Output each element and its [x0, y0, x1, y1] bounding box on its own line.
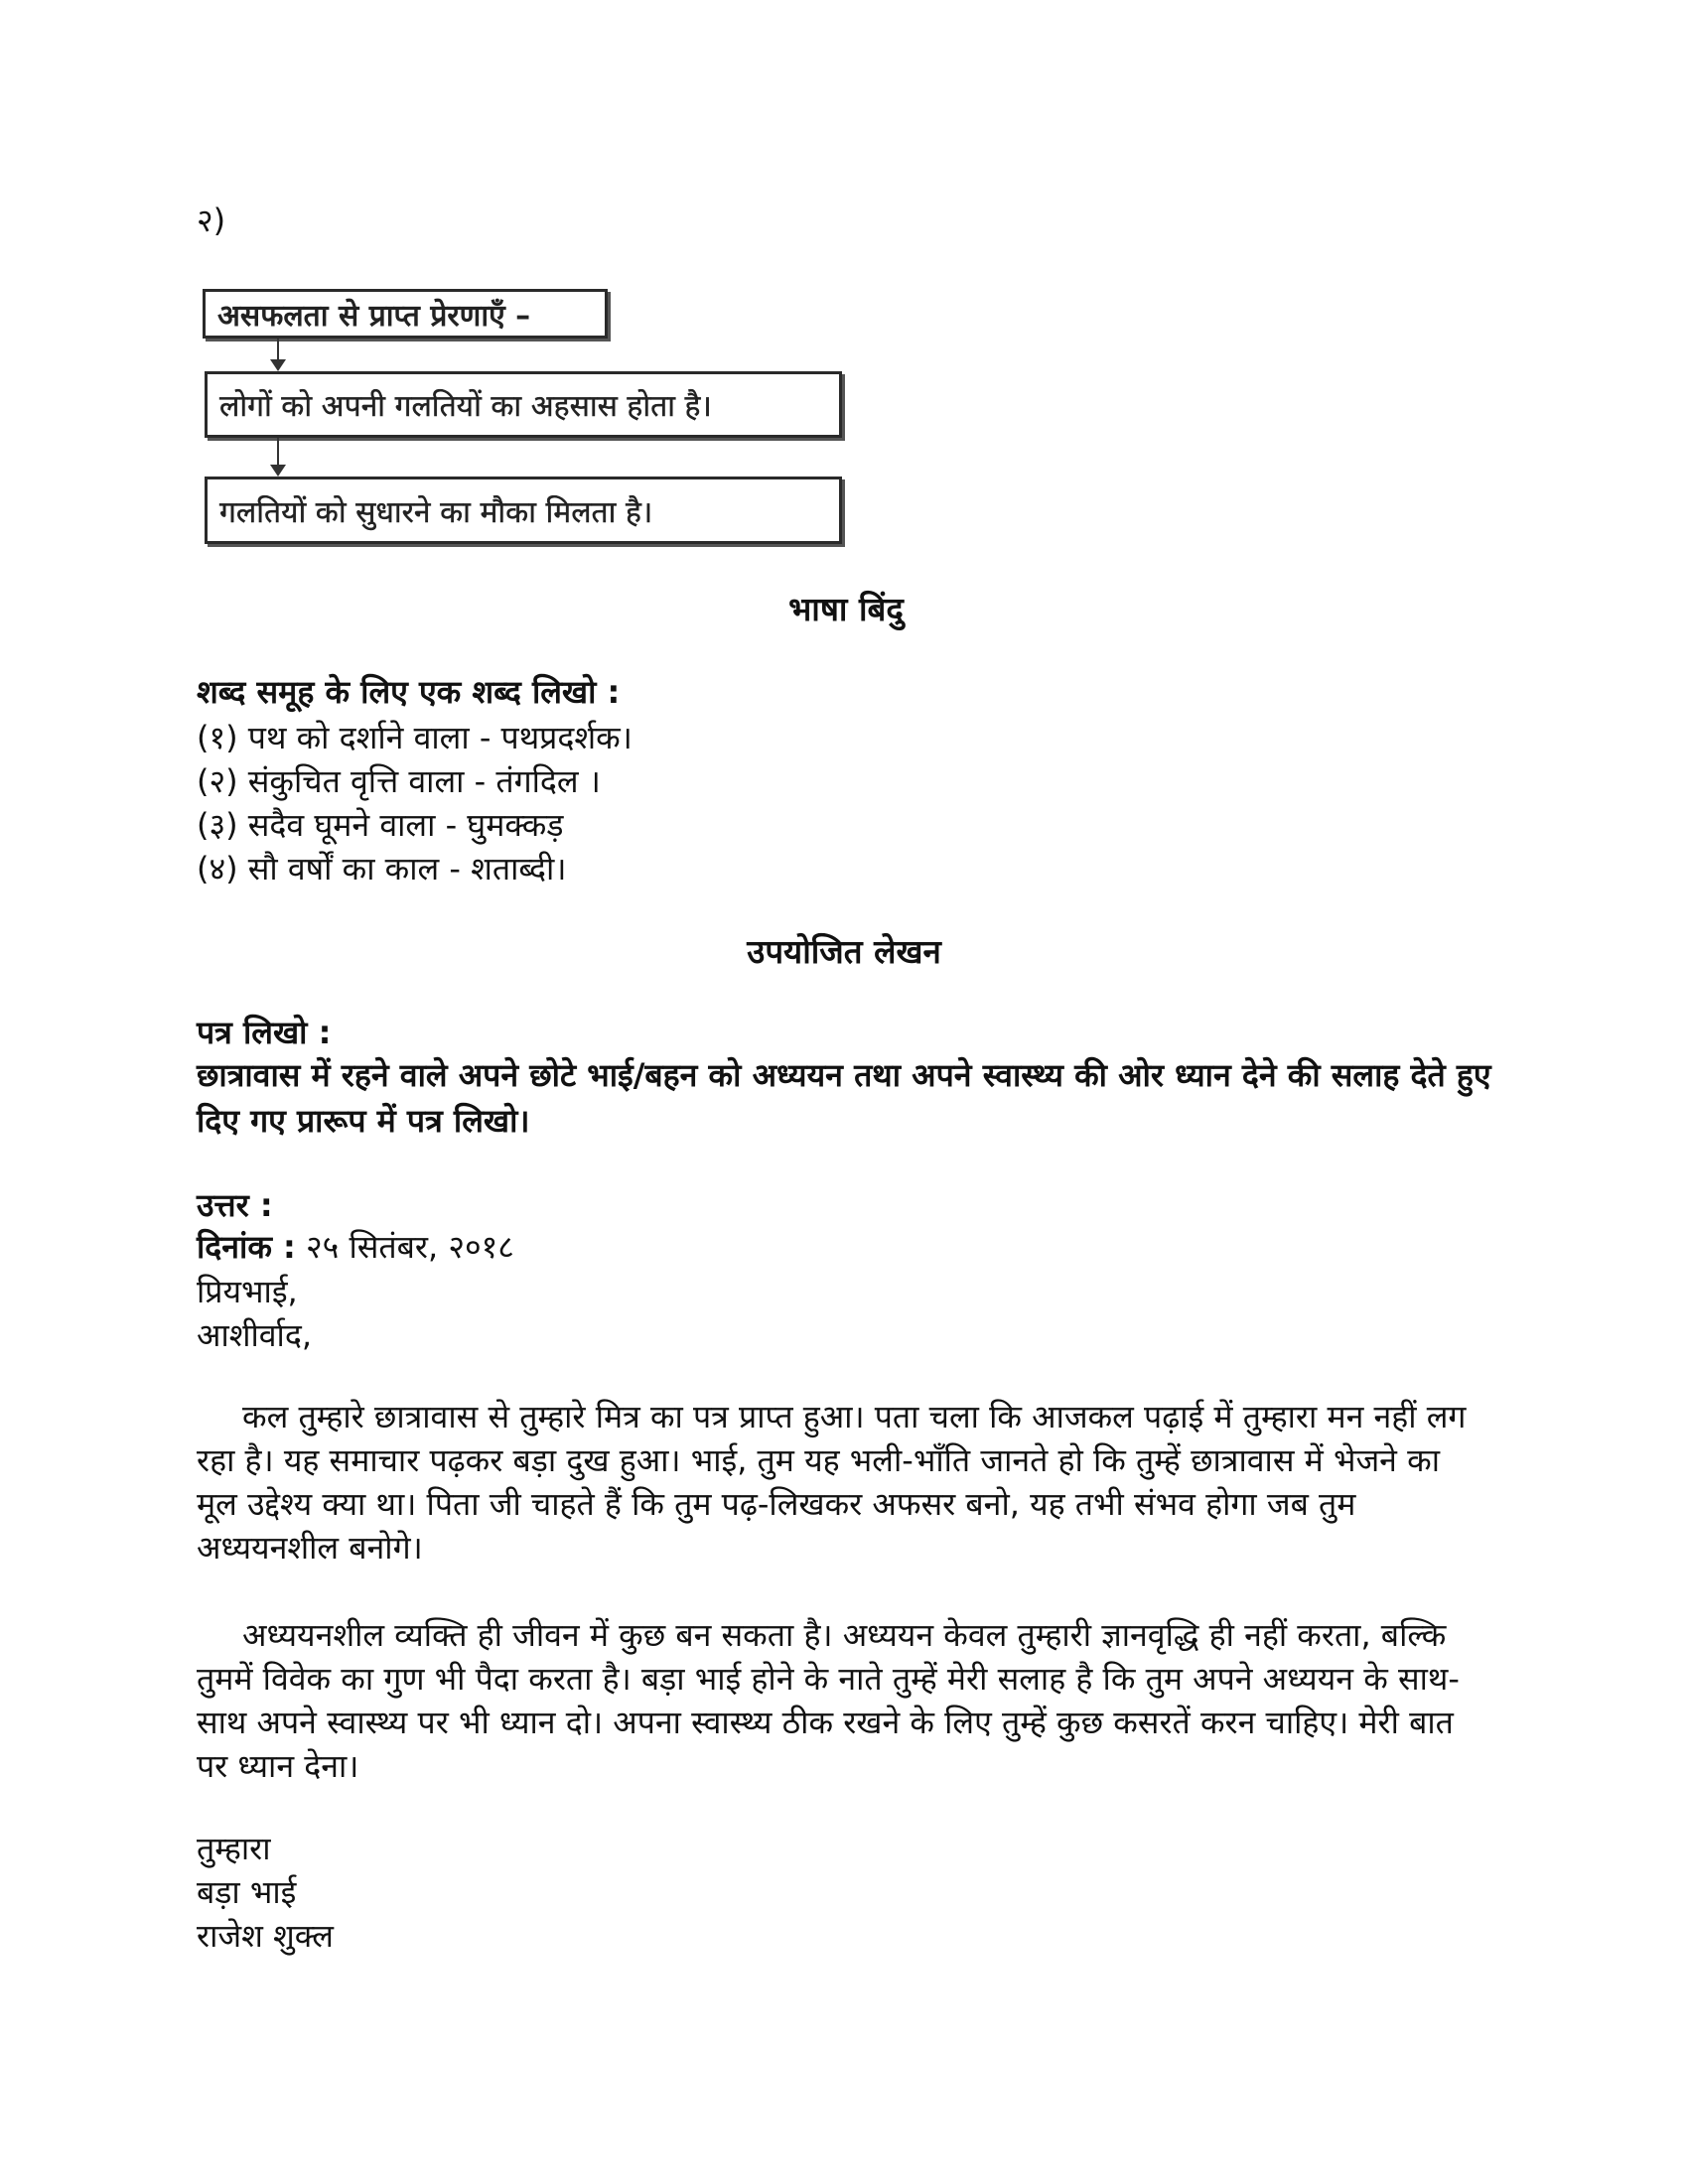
bhasha-bindu-heading-text: भाषा बिंदु: [788, 590, 904, 628]
letter-paragraph-1: कल तुम्हारे छात्रावास से तुम्हारे मित्र का पत्र प्राप्त हुआ। पता चला कि आजकल पढ़ाई में तुम्हारा मन नहीं लग रहा है। यह समाचार पढ़कर बड़ा दुख हुआ। भाई, तुम यह भली-भाँति जानते हो कि तुम्हें छात्रावास में भेजने का मूल उद्देश्य क्या था। पिता जी चाहते हैं कि तुम पढ़-लिखकर अफसर बनो, यह तभी संभव होगा जब तुम अध्ययनशील बनोगे।: [197, 1398, 1467, 1567]
signature-name: राजेश शुक्ल: [197, 1917, 334, 1955]
date-line: [197, 1225, 514, 1268]
letter-paragraph-2: अध्ययनशील व्यक्ति ही जीवन में कुछ बन सकता है। अध्ययन केवल तुम्हारी ज्ञानवृद्धि ही नहीं करता, बल्कि तुममें विवेक का गुण भी पैदा करता है। बड़ा भाई होने के नाते तुम्हें मेरी सलाह है कि तुम अपने अध्ययन के साथ-साथ अपने स्वास्थ्य पर भी ध्यान दो। अपना स्वास्थ्य ठीक रखने के लिए तुम्हें कुछ कसरतें करन चाहिए। मेरी बात पर ध्यान देना।: [197, 1616, 1460, 1785]
date-value: २५ सितंबर, २०१८: [295, 1228, 514, 1266]
flow-title: असफलता से प्राप्त प्रेरणाएँ –: [217, 298, 531, 334]
word-item: (२) संकुचित वृत्ति वाला - तंगदिल ।: [197, 762, 601, 800]
salutation: प्रियभाई,: [197, 1273, 298, 1310]
letter-question: छात्रावास में रहने वाले अपने छोटे भाई/बहन को अध्ययन तथा अपने स्वास्थ्य की ओर ध्यान देने की सलाह देते हुए दिए गए प्रारूप में पत्र लिखो।: [197, 1056, 1491, 1140]
question-number: २): [197, 202, 226, 239]
closing-line-1: तुम्हारा: [197, 1830, 271, 1867]
closing-line-2: बड़ा भाई: [197, 1873, 297, 1911]
greeting: आशीर्वाद,: [197, 1316, 312, 1354]
word-item: (३) सदैव घूमने वाला - घुमक्कड़: [197, 806, 564, 844]
flow-step-1: लोगों को अपनी गलतियों का अहसास होता है।: [219, 389, 712, 424]
section-heading-upyojit-lekhan: उपयोजित लेखन: [747, 932, 941, 971]
flow-step-2: गलतियों को सुधारने का मौका मिलता है।: [219, 494, 653, 530]
section-heading-bhasha-bindu: [0, 586, 1688, 630]
down-arrow-icon: [270, 339, 286, 371]
word-item: (१) पथ को दर्शाने वाला - पथप्रदर्शक।: [197, 719, 633, 756]
flow-step-1-box: [205, 371, 842, 438]
flow-title-box: [203, 289, 608, 339]
flow-step-2-box: [205, 477, 842, 544]
down-arrow-icon: [270, 438, 286, 477]
word-item: (४) सौ वर्षों का काल - शताब्दी।: [197, 850, 567, 887]
letter-instruction-label: पत्र लिखो :: [197, 1014, 332, 1051]
date-label: दिनांक :: [197, 1228, 296, 1266]
answer-label: उत्तर :: [197, 1186, 273, 1224]
word-instruction: शब्द समूह के लिए एक शब्द लिखो :: [197, 673, 621, 711]
